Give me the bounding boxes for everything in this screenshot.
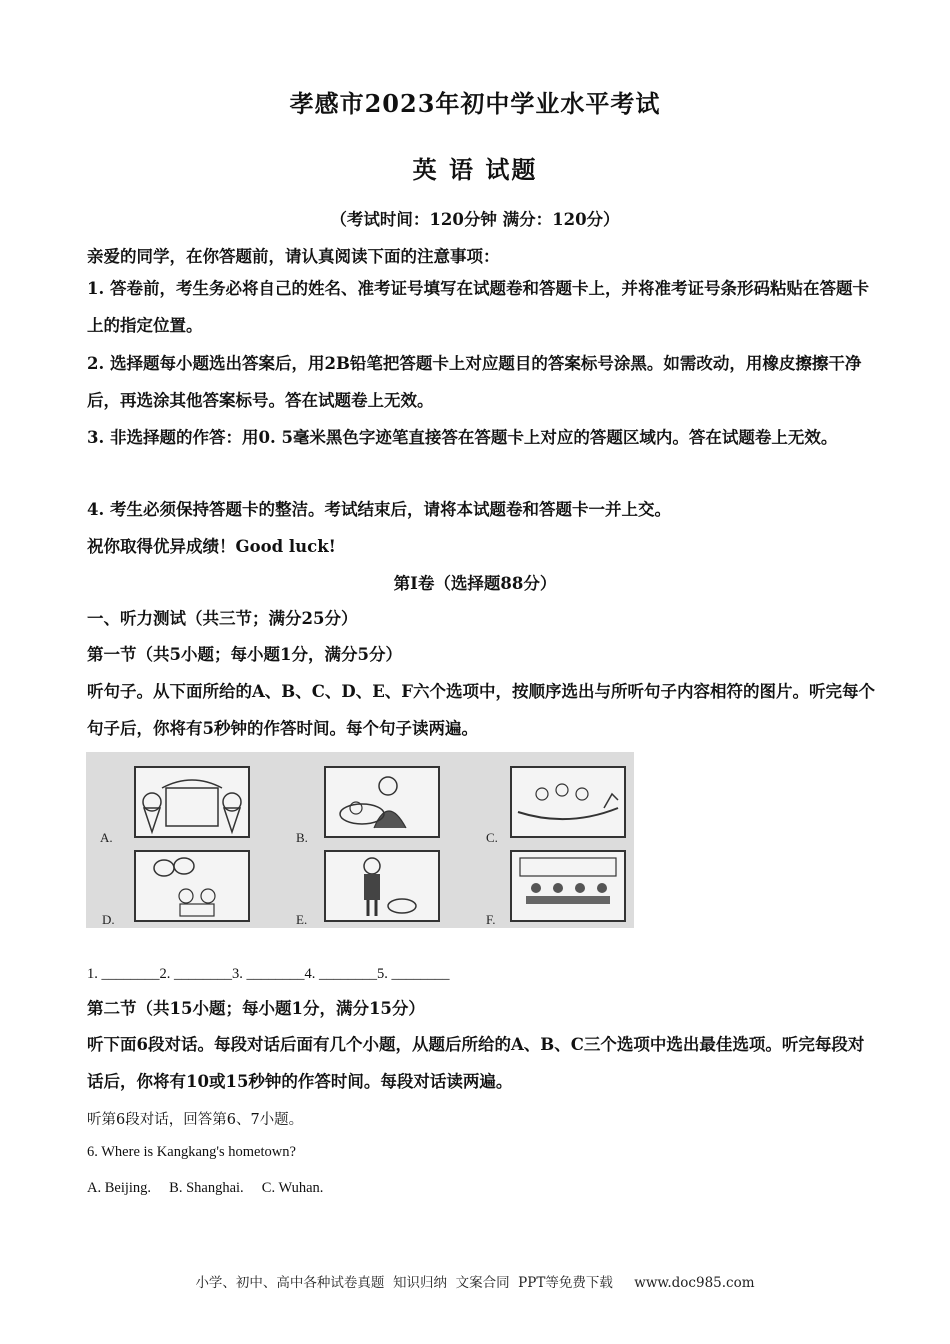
exam-info: （考试时间：120分钟 满分：120分） <box>330 210 620 229</box>
notice-item-4: 4. 考生必须保持答题卡的整洁。考试结束后，请将本试题卷和答题卡一并上交。 <box>87 500 671 519</box>
notice-wish: 祝你取得优异成绩！Good luck! <box>87 537 336 556</box>
picture-a-ice-cream-factory <box>134 766 250 838</box>
picture-label-c: C. <box>486 830 498 845</box>
picture-f-classroom <box>510 850 626 922</box>
volume-heading: 第Ⅰ卷（选择题88分） <box>393 574 557 593</box>
notice-item-1: 1. 答卷前，考生务必将自己的姓名、准考证号填写在试题卷和答题卡上，并将准考证号条形码粘贴在答题卡上的指定位置。 <box>87 279 869 335</box>
notice-item-3: 3. 非选择题的作答：用0. 5毫米黑色字迹笔直接答在答题卡上对应的答题区域内。答在试题卷上无效。 <box>87 428 838 447</box>
section2-heading: 第二节（共15小题；每小题1分，满分15分） <box>87 999 425 1018</box>
picture-c-dragon-boat <box>510 766 626 838</box>
section1-instructions: 听句子。从下面所给的A、B、C、D、E、F六个选项中，按顺序选出与所听句子内容相符的图片。听完每个句子后，你将有5秒钟的作答时间。每个句子读两遍。 <box>87 682 875 738</box>
picture-label-e: E. <box>296 912 308 927</box>
question-6: 6. Where is Kangkang's hometown? <box>87 1144 296 1160</box>
notice-intro: 亲爱的同学，在你答题前，请认真阅读下面的注意事项： <box>87 247 500 266</box>
exam-title: 孝感市2023年初中学业水平考试 <box>289 89 661 118</box>
picture-d-lanterns-children <box>134 850 250 922</box>
picture-label-f: F. <box>486 912 496 927</box>
notice-item-2: 2. 选择题每小题选出答案后，用2B铅笔把答题卡上对应题目的答案标号涂黑。如需改动，用橡皮擦擦干净后，再选涂其他答案标号。答在试题卷上无效。 <box>87 354 862 410</box>
question-6-options: A. Beijing. B. Shanghai. C. Wuhan. <box>87 1180 324 1196</box>
section1-heading: 第一节（共5小题；每小题1分，满分5分） <box>87 645 402 664</box>
part1-heading: 一、听力测试（共三节；满分25分） <box>87 609 358 628</box>
subject-title: 英 语 试题 <box>412 155 538 184</box>
picture-label-a: A. <box>100 830 113 845</box>
picture-b-mother-and-child <box>324 766 440 838</box>
picture-e-police-dog <box>324 850 440 922</box>
listening-pictures <box>86 752 634 928</box>
answer-blanks: 1. ________2. ________3. ________4. ________5. ________ <box>87 966 450 982</box>
picture-label-d: D. <box>102 912 115 927</box>
dialogue-intro: 听第6段对话，回答第6、7小题。 <box>87 1112 304 1128</box>
section2-instructions: 听下面6段对话。每段对话后面有几个小题，从题后所给的A、B、C三个选项中选出最佳选项。听完每段对话后，你将有10或15秒钟的作答时间。每段对话读两遍。 <box>87 1035 865 1091</box>
picture-label-b: B. <box>296 830 308 845</box>
page-footer: 小学、初中、高中各种试卷真题 知识归纳 文案合同 PPT等免费下载 www.doc985.com <box>195 1275 755 1291</box>
